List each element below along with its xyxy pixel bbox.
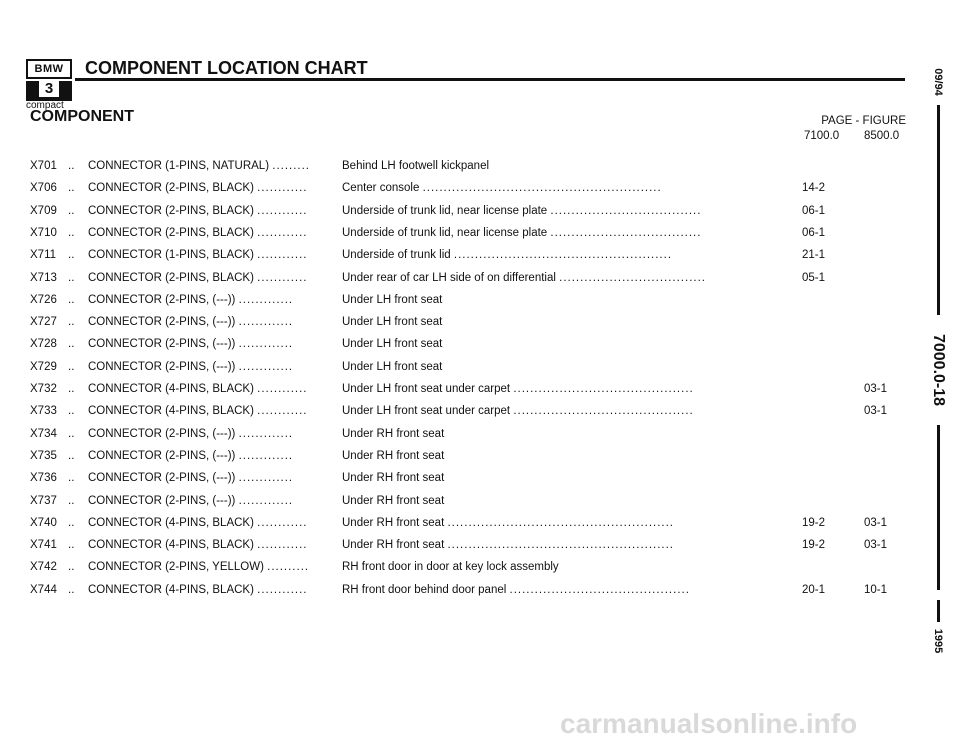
row-fill-dots: ...................................................... [447,539,675,552]
row-connector-name: CONNECTOR (2-PINS, (---)) [88,338,236,351]
row-leader-dots: ............. [238,360,294,373]
row-location [342,448,444,464]
row-page-7100: 05-1 [802,271,826,284]
row-connector-name: CONNECTOR (1-PINS, NATURAL) [88,160,270,172]
row-connector [88,537,307,553]
row-location-text: Under LH front seat [342,293,443,306]
row-id: X737 [30,494,57,507]
row-dots: .. [68,561,75,574]
row-fill-dots: ......................................................... [422,182,662,195]
row-page-7100: 06-1 [802,226,826,239]
row-page-8500: 03-1 [864,539,888,552]
row-id: X741 [30,539,57,552]
row-page-8500: 03-1 [864,516,888,529]
row-location [342,158,489,174]
row-connector-name: CONNECTOR (2-PINS, BLACK) [88,226,254,239]
row-connector [88,559,309,575]
row-page-8500: 10-1 [864,583,888,596]
row-location-text: Under RH front seat [342,494,445,507]
row-location-text: Under RH front seat [342,539,445,552]
row-connector-name: CONNECTOR (2-PINS, BLACK) [88,204,254,217]
page-figure-col2: 8500.0 [864,130,900,142]
logo-subtitle: compact [26,100,64,111]
table-row [0,336,930,356]
row-leader-dots: ............ [257,383,308,395]
row-id: X729 [30,360,57,373]
table-row [0,426,930,446]
table-row [0,493,930,513]
row-page-7100: 21-1 [802,249,826,262]
row-id: X735 [30,449,57,462]
row-location [342,470,444,486]
row-location [342,381,694,397]
row-connector-name: CONNECTOR (1-PINS, BLACK) [88,249,254,262]
row-location [342,537,674,553]
row-location [342,559,559,575]
row-connector [88,314,293,330]
row-dots: .. [68,226,75,239]
row-id: X709 [30,204,57,217]
row-connector [88,359,293,375]
row-location-text: Under RH front seat [342,472,445,485]
row-connector [88,225,307,241]
row-id: X713 [30,271,57,284]
row-id: X701 [30,160,57,172]
section-title: COMPONENT [30,108,134,125]
row-fill-dots: .................................... [550,226,702,239]
page-figure-col1: 7100.0 [804,130,840,142]
row-fill-dots: .................................................... [453,249,673,262]
row-location [342,426,444,442]
row-dots: .. [68,316,75,329]
row-fill-dots: ........................................... [513,383,694,395]
row-connector-name: CONNECTOR (2-PINS, (---)) [88,293,236,306]
row-id: X726 [30,293,57,306]
row-dots: .. [68,383,75,395]
row-leader-dots: ............. [238,472,294,485]
row-dots: .. [68,338,75,351]
row-location [342,225,701,241]
row-fill-dots: ........................................... [509,583,690,596]
row-dots: .. [68,449,75,462]
row-connector-name: CONNECTOR (4-PINS, BLACK) [88,583,254,596]
row-connector [88,470,293,486]
row-connector-name: CONNECTOR (2-PINS, (---)) [88,494,236,507]
row-connector [88,403,307,419]
row-leader-dots: ............. [238,449,294,462]
row-location-text: Under LH front seat [342,316,443,329]
row-page-8500: 03-1 [864,383,888,395]
table-row [0,314,930,334]
table-row [0,225,930,245]
row-leader-dots: ............ [257,204,308,217]
row-location [342,180,662,196]
row-location-text: Under RH front seat [342,427,445,440]
row-connector [88,292,293,308]
row-dots: .. [68,271,75,284]
side-date: 09/94 [932,68,944,96]
row-id: X727 [30,316,57,329]
row-page-8500: 03-1 [864,405,888,418]
table-row [0,270,930,290]
table-row [0,403,930,423]
row-id: X742 [30,561,57,574]
row-id: X744 [30,583,57,596]
row-location-text: Under rear of car LH side of on differential [342,271,556,284]
row-connector [88,493,293,509]
row-connector-name: CONNECTOR (2-PINS, BLACK) [88,271,254,284]
table-row [0,247,930,267]
row-id: X733 [30,405,57,418]
row-location [342,515,674,531]
row-connector [88,270,307,286]
row-leader-dots: ......... [272,160,311,172]
row-connector-name: CONNECTOR (2-PINS, (---)) [88,427,236,440]
row-location [342,292,442,308]
row-connector [88,582,307,598]
row-leader-dots: ............ [257,405,308,418]
row-location [342,336,442,352]
row-fill-dots: .................................... [550,204,702,217]
row-id: X706 [30,182,57,195]
row-dots: .. [68,516,75,529]
row-connector-name: CONNECTOR (2-PINS, YELLOW) [88,561,264,574]
side-rule [937,425,940,590]
row-connector-name: CONNECTOR (4-PINS, BLACK) [88,383,254,395]
row-fill-dots: ................................... [559,271,706,284]
row-connector-name: CONNECTOR (2-PINS, (---)) [88,472,236,485]
table-row [0,381,930,401]
row-connector-name: CONNECTOR (4-PINS, BLACK) [88,539,254,552]
watermark: carmanualsonline.info [560,708,858,739]
logo-brand: BMW [26,59,72,79]
row-id: X740 [30,516,57,529]
row-location-text: Under RH front seat [342,449,445,462]
row-id: X732 [30,383,57,395]
row-dots: .. [68,494,75,507]
row-connector [88,426,293,442]
table-row [0,359,930,379]
row-location [342,403,694,419]
table-row [0,515,930,535]
row-page-7100: 19-2 [802,539,826,552]
table-row [0,559,930,579]
row-fill-dots: ........................................... [513,405,694,418]
row-page-7100: 06-1 [802,204,826,217]
row-leader-dots: ............ [257,516,308,529]
side-page-number: 7000.0-18 [930,333,947,407]
row-id: X711 [30,249,57,262]
row-id: X728 [30,338,57,351]
row-location-text: Underside of trunk lid [342,249,451,262]
row-connector [88,336,293,352]
row-location-text: RH front door in door at key lock assembly [342,561,559,574]
row-location-text: Underside of trunk lid, near license plate [342,226,548,239]
header-rule [75,78,905,81]
row-dots: .. [68,583,75,596]
row-dots: .. [68,182,75,195]
row-location [342,314,442,330]
row-connector [88,203,307,219]
row-location [342,203,701,219]
row-leader-dots: ............ [257,249,308,262]
row-location-text: Under LH front seat [342,338,443,351]
row-dots: .. [68,539,75,552]
row-location-text: Center console [342,182,420,195]
row-location [342,270,706,286]
row-leader-dots: ............ [257,271,308,284]
row-connector [88,158,310,174]
table-row [0,448,930,468]
row-connector [88,180,307,196]
row-page-7100: 14-2 [802,182,826,195]
row-location-text: Under LH front seat under carpet [342,383,511,395]
row-leader-dots: ............ [257,539,308,552]
row-id: X710 [30,226,57,239]
row-leader-dots: ............. [238,494,294,507]
row-connector-name: CONNECTOR (4-PINS, BLACK) [88,516,254,529]
logo-series: 3 [39,81,59,97]
table-row [0,470,930,490]
row-connector [88,247,307,263]
row-connector [88,381,307,397]
row-page-7100: 19-2 [802,516,826,529]
row-id: X736 [30,472,57,485]
table-row [0,158,930,178]
table-row [0,537,930,557]
row-leader-dots: ............. [238,316,294,329]
row-connector-name: CONNECTOR (2-PINS, (---)) [88,449,236,462]
row-location-text: RH front door behind door panel [342,583,507,596]
table-row [0,180,930,200]
row-leader-dots: ............ [257,226,308,239]
bmw-3-logo [26,59,72,101]
row-leader-dots: ............. [238,293,294,306]
row-dots: .. [68,405,75,418]
row-leader-dots: ............ [257,182,308,195]
row-dots: .. [68,293,75,306]
page-title: COMPONENT LOCATION CHART [85,58,368,78]
row-leader-dots: ............. [238,338,294,351]
row-location-text: Under LH front seat under carpet [342,405,511,418]
side-year: 1995 [932,628,944,654]
row-leader-dots: ............. [238,427,294,440]
row-location-text: Underside of trunk lid, near license plate [342,204,548,217]
row-dots: .. [68,427,75,440]
row-location-text: Under LH front seat [342,360,443,373]
page-figure-label: PAGE - FIGURE [821,115,906,127]
row-location-text: Under RH front seat [342,516,445,529]
row-id: X734 [30,427,57,440]
row-connector-name: CONNECTOR (2-PINS, BLACK) [88,182,254,195]
row-location [342,247,672,263]
row-page-7100: 20-1 [802,583,826,596]
table-row [0,582,930,602]
row-dots: .. [68,472,75,485]
row-connector [88,448,293,464]
table-row [0,292,930,312]
row-leader-dots: .......... [267,561,310,574]
row-connector-name: CONNECTOR (4-PINS, BLACK) [88,405,254,418]
row-fill-dots: ...................................................... [447,516,675,529]
side-rule [937,600,940,622]
row-connector-name: CONNECTOR (2-PINS, (---)) [88,316,236,329]
row-location-text: Behind LH footwell kickpanel [342,160,490,172]
row-dots: .. [68,360,75,373]
row-dots: .. [68,204,75,217]
row-connector [88,515,307,531]
table-row [0,203,930,223]
row-dots: .. [68,249,75,262]
row-connector-name: CONNECTOR (2-PINS, (---)) [88,360,236,373]
row-location [342,493,444,509]
row-dots: .. [68,160,75,172]
side-rule [937,105,940,315]
row-location [342,582,690,598]
row-location [342,359,442,375]
row-leader-dots: ............ [257,583,308,596]
